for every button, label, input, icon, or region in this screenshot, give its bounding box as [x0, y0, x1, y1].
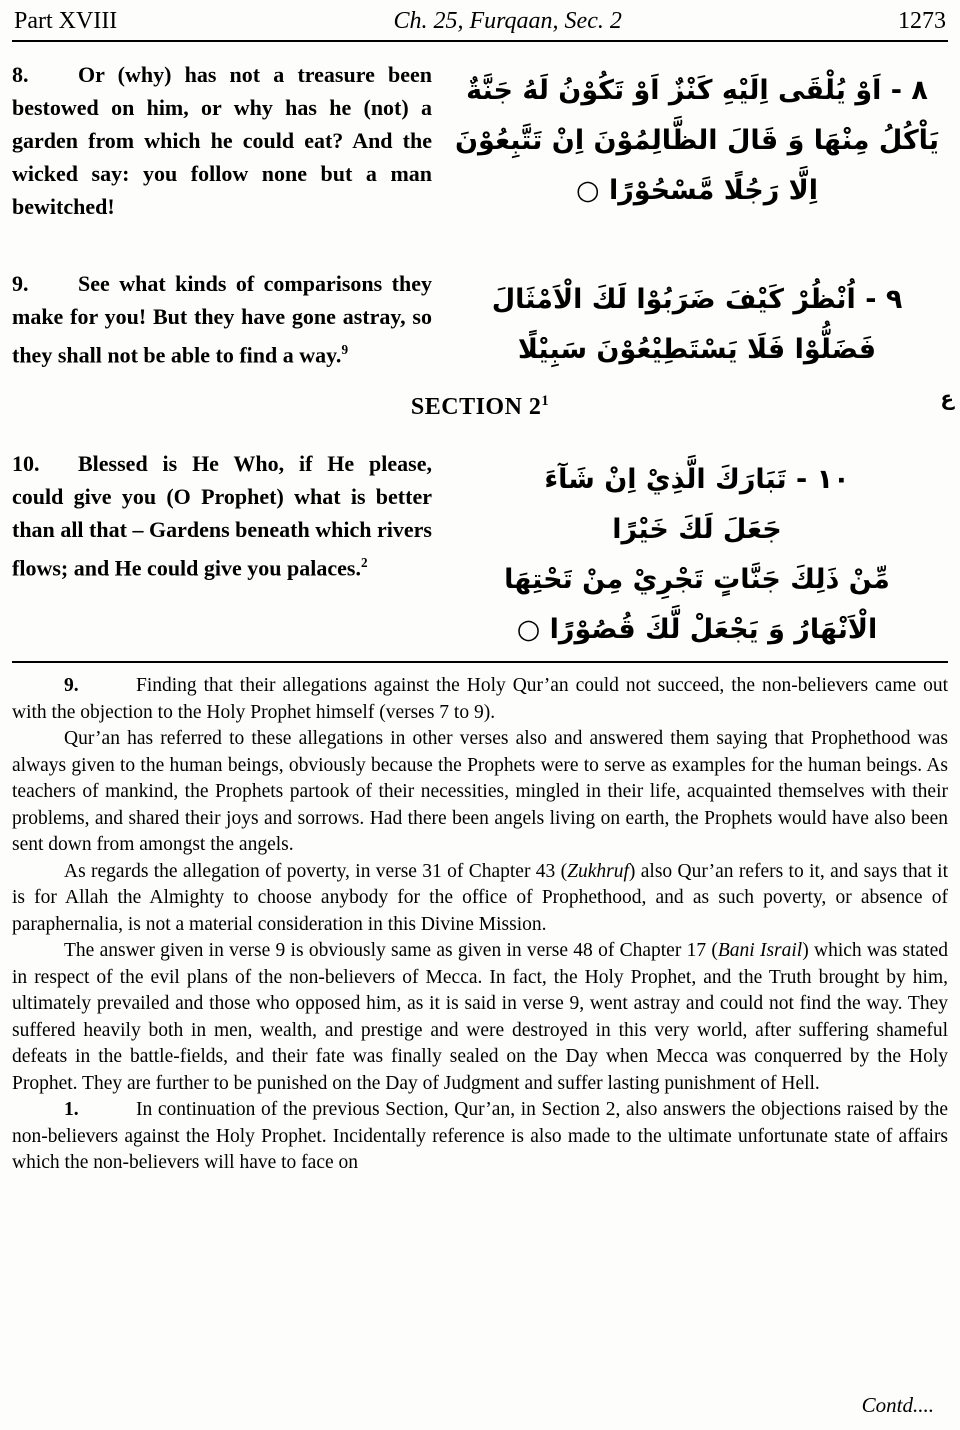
verse-8-text: Or (why) has not a treasure been bestowed on him, or why has he (not) a garden from which he could eat? And the wicked say: you follow none but a man bewitched!	[12, 62, 432, 219]
chapter-title: Ch. 25, Furqaan, Sec. 2	[393, 8, 622, 34]
verse-10-number: 10.	[12, 451, 40, 476]
footnote-paragraph	[12, 673, 948, 726]
footnote-text: In continuation of the previous Section, Qur’an, in Section 2, also answers the objections raised by the non-believers against the Holy Prophet. Incidentally reference is also made to the ultimate unfortunate state of affairs which the non-believers will have to face on	[12, 1099, 948, 1173]
footnote-italic-text: Bani Israil	[717, 940, 803, 961]
verse-10-footnote-ref: 2	[360, 555, 368, 570]
header-rule	[12, 40, 948, 42]
verse-10-text: Blessed is He Who, if He please, could give you (O Prophet) what is better than all that – Gardens beneath which rivers flows; and He could give you palaces.	[12, 451, 432, 581]
arabic-text-line: الْاَنْهَارُ وَ يَجْعَلْ لَّكَ قُصُوْرًا ○	[516, 614, 878, 645]
verse-9-number: 9.	[12, 271, 29, 296]
arabic-text-line: ٩ - اُنْظُرْ كَيْفَ ضَرَبُوْا لَكَ الْاَمْثَالَ	[491, 284, 903, 315]
verse-9-text: See what kinds of comparisons they make for you! But they have gone astray, so they shall not be able to find a way.	[12, 271, 432, 368]
footnote-text: The answer given in verse 9 is obviously same as given in verse 48 of Chapter 17 (	[64, 940, 718, 961]
arabic-text-line: ١٠ - تَبَارَكَ الَّذِيْ اِنْ شَآءَ	[544, 464, 850, 495]
verse-9-arabic	[446, 267, 948, 375]
continued-text: Contd....	[861, 1393, 934, 1417]
verse-8-english	[12, 58, 432, 223]
footnote-text: ) which was stated in respect of the evil plans of the non-believers of Mecca. In fact, the Holy Prophet, and the Truth brought by him, ultimately prevailed and those who opposed him, as it is said in verse 9, went astray and could not find the way. They suffered heavily both in men, wealth, and prestige and were destroyed in this very world, after suffering shameful defeats in the battle-fields, and their fate was finally sealed on the Day when Mecca was conquerred by the Holy Prophet. They are further to be punished on the Day of Judgment and suffer lasting punishment of Hell.	[12, 940, 948, 1094]
verse-8-arabic	[446, 58, 948, 223]
footnote-paragraph	[12, 1097, 948, 1177]
section-heading-footnote-ref: 1	[541, 393, 550, 409]
footnote-paragraph	[12, 938, 948, 1097]
footnote-paragraph	[12, 726, 948, 859]
ruku-marker: ع	[940, 386, 954, 410]
arabic-text-line: جَعَلَ لَكَ خَيْرًا	[612, 514, 782, 545]
arabic-text-line: ٨ - اَوْ يُلْقَى اِلَيْهِ كَنْزٌ اَوْ تَكُوْنُ لَهُ جَنَّةٌ	[466, 75, 928, 106]
footnote-rule	[12, 661, 948, 663]
part-label: Part XVIII	[14, 8, 118, 34]
page-header	[12, 6, 948, 36]
verse-9-row	[12, 267, 948, 375]
arabic-text-line: يَاْكُلُ مِنْهَا وَ قَالَ الظَّالِمُوْنَ اِنْ تَتَّبِعُوْنَ	[455, 125, 939, 156]
page-number: 1273	[897, 8, 946, 34]
verse-10-row	[12, 447, 948, 655]
footnote-number: 1.	[64, 1099, 79, 1120]
footnote-text: As regards the allegation of poverty, in verse 31 of Chapter 43 (	[64, 860, 568, 882]
verses-section	[12, 58, 948, 655]
verse-10-english	[12, 447, 432, 655]
verse-8-row	[12, 58, 948, 223]
verse-9-footnote-ref: 9	[341, 342, 349, 357]
footnote-number: 9.	[64, 675, 79, 696]
footnote-italic-text: Zukhruf	[567, 860, 629, 882]
footnote-paragraph	[12, 859, 948, 939]
verse-9-english	[12, 267, 432, 375]
verse-10-arabic	[446, 447, 948, 655]
footnotes	[12, 673, 948, 1177]
continued-label	[862, 1393, 934, 1418]
footnote-text: ) also Qur’an refers to it, and says that it is for Allah the Almighty to choose anybody for the office of Prophethood, and as such poverty, or absence of paraphernalia, is not a material consideration in this Divine Mission.	[12, 860, 948, 935]
arabic-text-line: مِّنْ ذَلِكَ جَنَّاتٍ تَجْرِيْ مِنْ تَحْتِهَا	[504, 564, 890, 595]
section-heading-text: SECTION 2	[410, 394, 542, 420]
arabic-text-line: اِلَّا رَجُلًا مَّسْحُوْرًا ○	[576, 175, 818, 206]
footnote-text: Finding that their allegations against the Holy Qur’an could not succeed, the non-believers came out with the objection to the Holy Prophet himself (verses 7 to 9).	[12, 675, 948, 723]
section-heading	[12, 393, 948, 421]
footnote-text: Qur’an has referred to these allegations in other verses also and answered them saying that Prophethood was always given to the human beings, obviously because the Prophets were to serve as examples for the human beings. As teachers of mankind, the Prophets partook of their necessities, mingled in their life, acquainted themselves with their problems, and shared their joys and sorrows. Had there been angels living on earth, the Prophets would have also been sent down from amongst the angels.	[12, 728, 948, 855]
arabic-text-line: فَضَلُّوْا فَلَا يَسْتَطِيْعُوْنَ سَبِيْلًا	[517, 334, 877, 365]
verse-8-number: 8.	[12, 62, 29, 87]
